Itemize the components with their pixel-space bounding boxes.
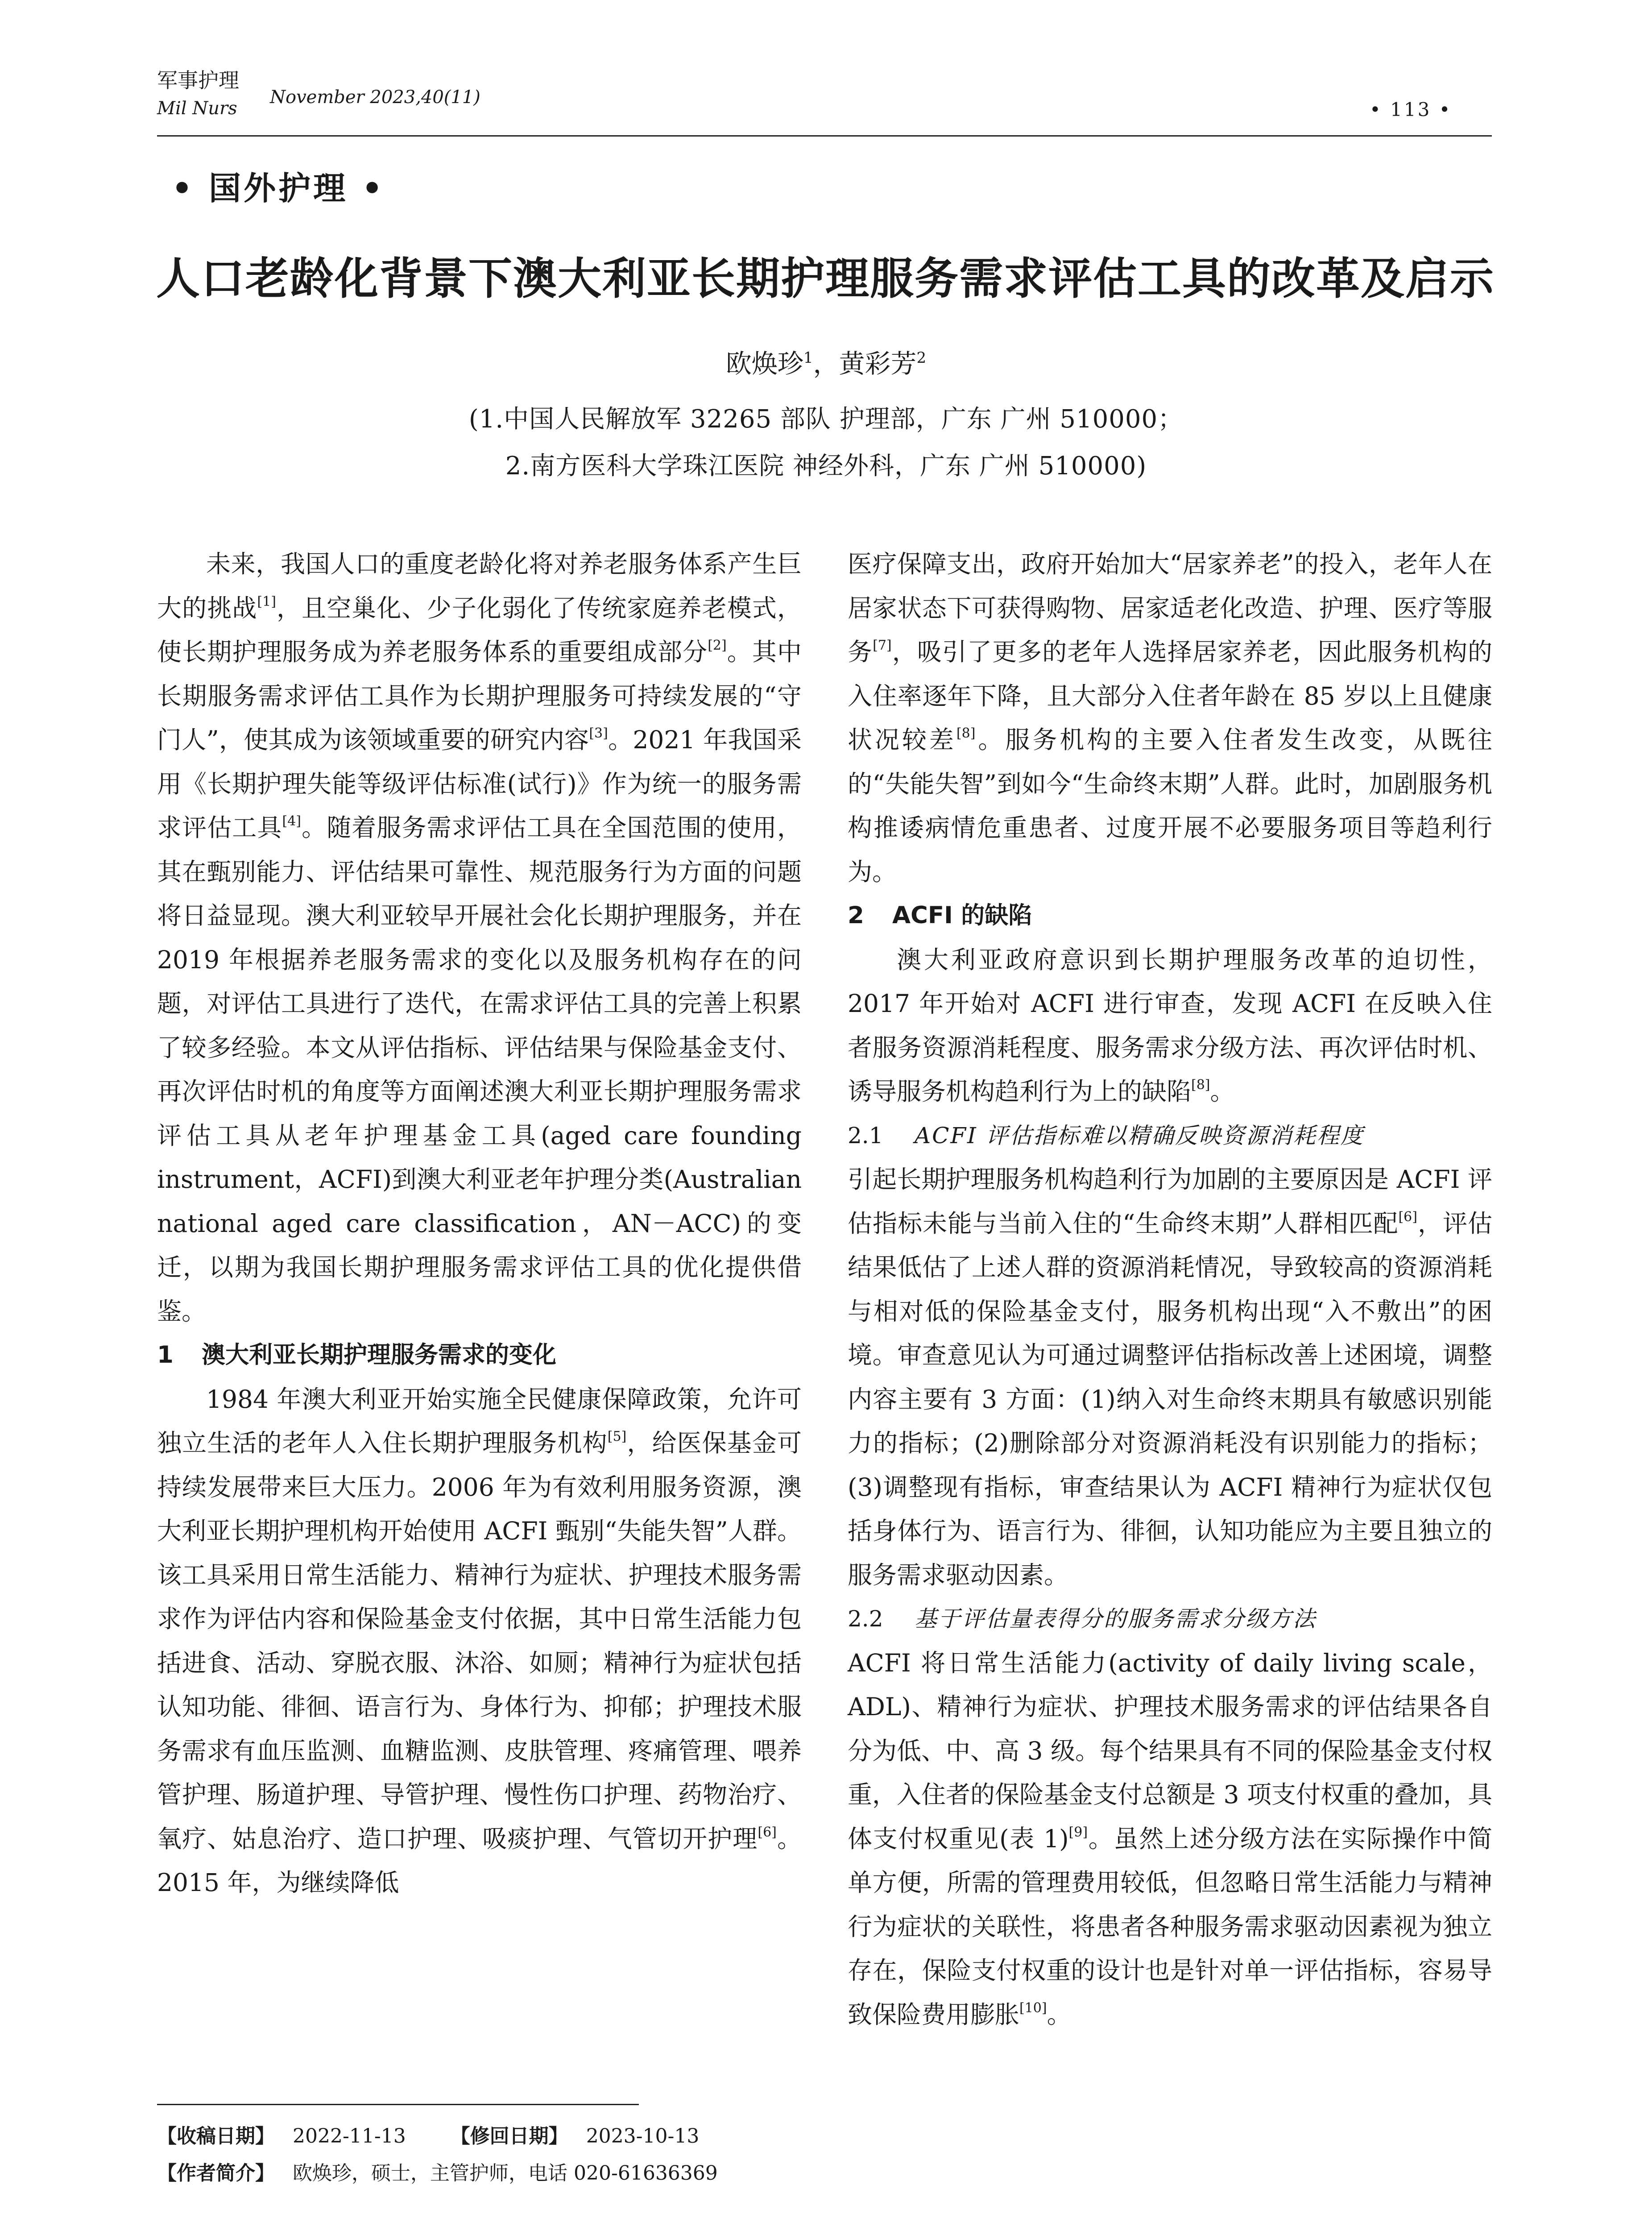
received-label: 【收稿日期】 [157, 2125, 275, 2148]
author-line [0, 344, 1652, 384]
subsection-heading: 2.1 ACFI 评估指标难以精确反映资源消耗程度 [848, 1122, 1364, 1149]
author-separator: ， [813, 348, 839, 379]
citation: [5] [607, 1429, 627, 1444]
citation: [10] [1019, 2000, 1047, 2016]
author-name: 黄彩芳 [839, 348, 917, 379]
footnote-author [157, 2159, 718, 2188]
body-column-right [848, 542, 1492, 2036]
citation: [4] [282, 813, 301, 829]
section-label: • 国外护理 • [172, 170, 385, 207]
subsection-heading: 2.2 基于评估量表得分的服务需求分级方法 [848, 1606, 1317, 1632]
revised-label: 【修回日期】 [450, 2125, 568, 2148]
section-heading: 2 ACFI 的缺陷 [848, 902, 1032, 929]
citation: [7] [873, 638, 892, 653]
footnote-dates [157, 2122, 699, 2151]
author-affiliation-mark: 1 [803, 349, 813, 367]
citation: [6] [1398, 1209, 1417, 1225]
page-number: • 113 • [1370, 99, 1452, 120]
footnote-rule [157, 2104, 639, 2105]
citation: [8] [956, 726, 976, 741]
body-paragraph: 1984 年澳大利亚开始实施全民健康保障政策，允许可独立生活的老年人入住长期护理服务机构[5]，给医保基金可持续发展带来巨大压力。2006 年为有效利用服务资源，澳大利亚长期护理机构开始使用 ACFI 甄别“失能失智”人群。该工具采用日常生活能力、精神行为症状、护理技术服务需求作为评估内容和保险基金支付依据，其中日常生活能力包括进食、活动、穿脱衣服、沐浴、如厕；精神行为症状包括认知功能、徘徊、语言行为、身体行为、抑郁；护理技术服务需求有血压监测、血糖监测、皮肤管理、疼痛管理、喂养管护理、肠道护理、导管护理、慢性伤口护理、药物治疗、氧疗、姑息治疗、造口护理、吸痰护理、气管切开护理[6]。2015 年，为继续降低 [157, 1385, 802, 1897]
header-rule [157, 135, 1492, 137]
citation: [9] [1068, 1824, 1088, 1840]
body-paragraph: 未来，我国人口的重度老龄化将对养老服务体系产生巨大的挑战[1]，且空巢化、少子化弱化了传统家庭养老模式，使长期护理服务成为养老服务体系的重要组成部分[2]。其中长期服务需求评估工具作为长期护理服务可持续发展的“守门人”，使其成为该领域重要的研究内容[3]。2021 年我国采用《长期护理失能等级评估标准(试行)》作为统一的服务需求评估工具[4]。随着服务需求评估工具在全国范围的使用，其在甄别能力、评估结果可靠性、规范服务行为方面的问题将日益显现。澳大利亚较早开展社会化长期护理服务，并在 2019 年根据养老服务需求的变化以及服务机构存在的问题，对评估工具进行了迭代，在需求评估工具的完善上积累了较多经验。本文从评估指标、评估结果与保险基金支付、再次评估时机的角度等方面阐述澳大利亚长期护理服务需求评估工具从老年护理基金工具(aged care founding instrument，ACFI)到澳大利亚老年护理分类(Australian national aged care classification，AN－ACC)的变迁，以期为我国长期护理服务需求评估工具的优化提供借鉴。 [157, 550, 802, 1326]
citation: [3] [589, 726, 608, 741]
citation: [8] [1191, 1077, 1210, 1093]
author-info-label: 【作者简介】 [157, 2162, 275, 2185]
citation: [6] [758, 1824, 777, 1840]
revised-date: 2023-10-13 [586, 2125, 700, 2148]
author-info: 欧焕珍，硕士，主管护师，电话 020-61636369 [293, 2162, 718, 2185]
author-affiliation-mark: 2 [916, 349, 927, 367]
body-paragraph: 引起长期护理服务机构趋利行为加剧的主要原因是 ACFI 评估指标未能与当前入住的“生命终末期”人群相匹配[6]，评估结果低估了上述人群的资源消耗情况，导致较高的资源消耗与相对低的保险基金支付，服务机构出现“入不敷出”的困境。审查意见认为可通过调整评估指标改善上述困境，调整内容主要有 3 方面：(1)纳入对生命终末期具有敏感识别能力的指标；(2)删除部分对资源消耗没有识别能力的指标；(3)调整现有指标，审查结果认为 ACFI 精神行为症状仅包括身体行为、语言行为、徘徊，认知功能应为主要且独立的服务需求驱动因素。 [848, 1165, 1492, 1589]
section-heading: 1 澳大利亚长期护理服务需求的变化 [157, 1341, 556, 1368]
body-paragraph: 澳大利亚政府意识到长期护理服务改革的迫切性，2017 年开始对 ACFI 进行审查，发现 ACFI 在反映入住者服务资源消耗程度、服务需求分级方法、再次评估时机、诱导服务机构趋利行为上的缺陷[8]。 [848, 945, 1492, 1106]
journal-name-cn: 军事护理 [157, 68, 239, 92]
journal-name-en: Mil Nurs [157, 98, 237, 119]
body-column-left [157, 542, 802, 1905]
citation: [1] [257, 593, 276, 610]
body-paragraph: 医疗保障支出，政府开始加大“居家养老”的投入，老年人在居家状态下可获得购物、居家适老化改造、护理、医疗等服务[7]，吸引了更多的老年人选择居家养老，因此服务机构的入住率逐年下降，且大部分入住者年龄在 85 岁以上且健康状况较差[8]。服务机构的主要入住者发生改变，从既往的“失能失智”到如今“生命终末期”人群。此时，加剧服务机构推诿病情危重患者、过度开展不必要服务项目等趋利行为。 [848, 550, 1492, 886]
author-name: 欧焕珍 [725, 348, 803, 379]
issue-info: November 2023,40(11) [270, 87, 480, 108]
received-date: 2022-11-13 [293, 2125, 406, 2148]
citation: [2] [708, 638, 727, 653]
affiliation-line: (1.中国人民解放军 32265 部队 护理部，广东 广州 510000； [468, 405, 1184, 434]
article-title: 人口老龄化背景下澳大利亚长期护理服务需求评估工具的改革及启示 [156, 253, 1495, 304]
affiliation-line: 2.南方医科大学珠江医院 神经外科，广东 广州 510000) [505, 452, 1147, 481]
body-paragraph: ACFI 将日常生活能力(activity of daily living scale，ADL)、精神行为症状、护理技术服务需求的评估结果各自分为低、中、高 3 级。每个结果具有不同的保险基金支付权重，入住者的保险基金支付总额是 3 项支付权重的叠加，具体支付权重见(表 1)[9]。虽然上述分级方法在实际操作中简单方便，所需的管理费用较低，但忽略日常生活能力与精神行为症状的关联性，将患者各种服务需求驱动因素视为独立存在，保险支付权重的设计也是针对单一评估指标，容易导致保险费用膨胀[10]。 [848, 1648, 1492, 2029]
